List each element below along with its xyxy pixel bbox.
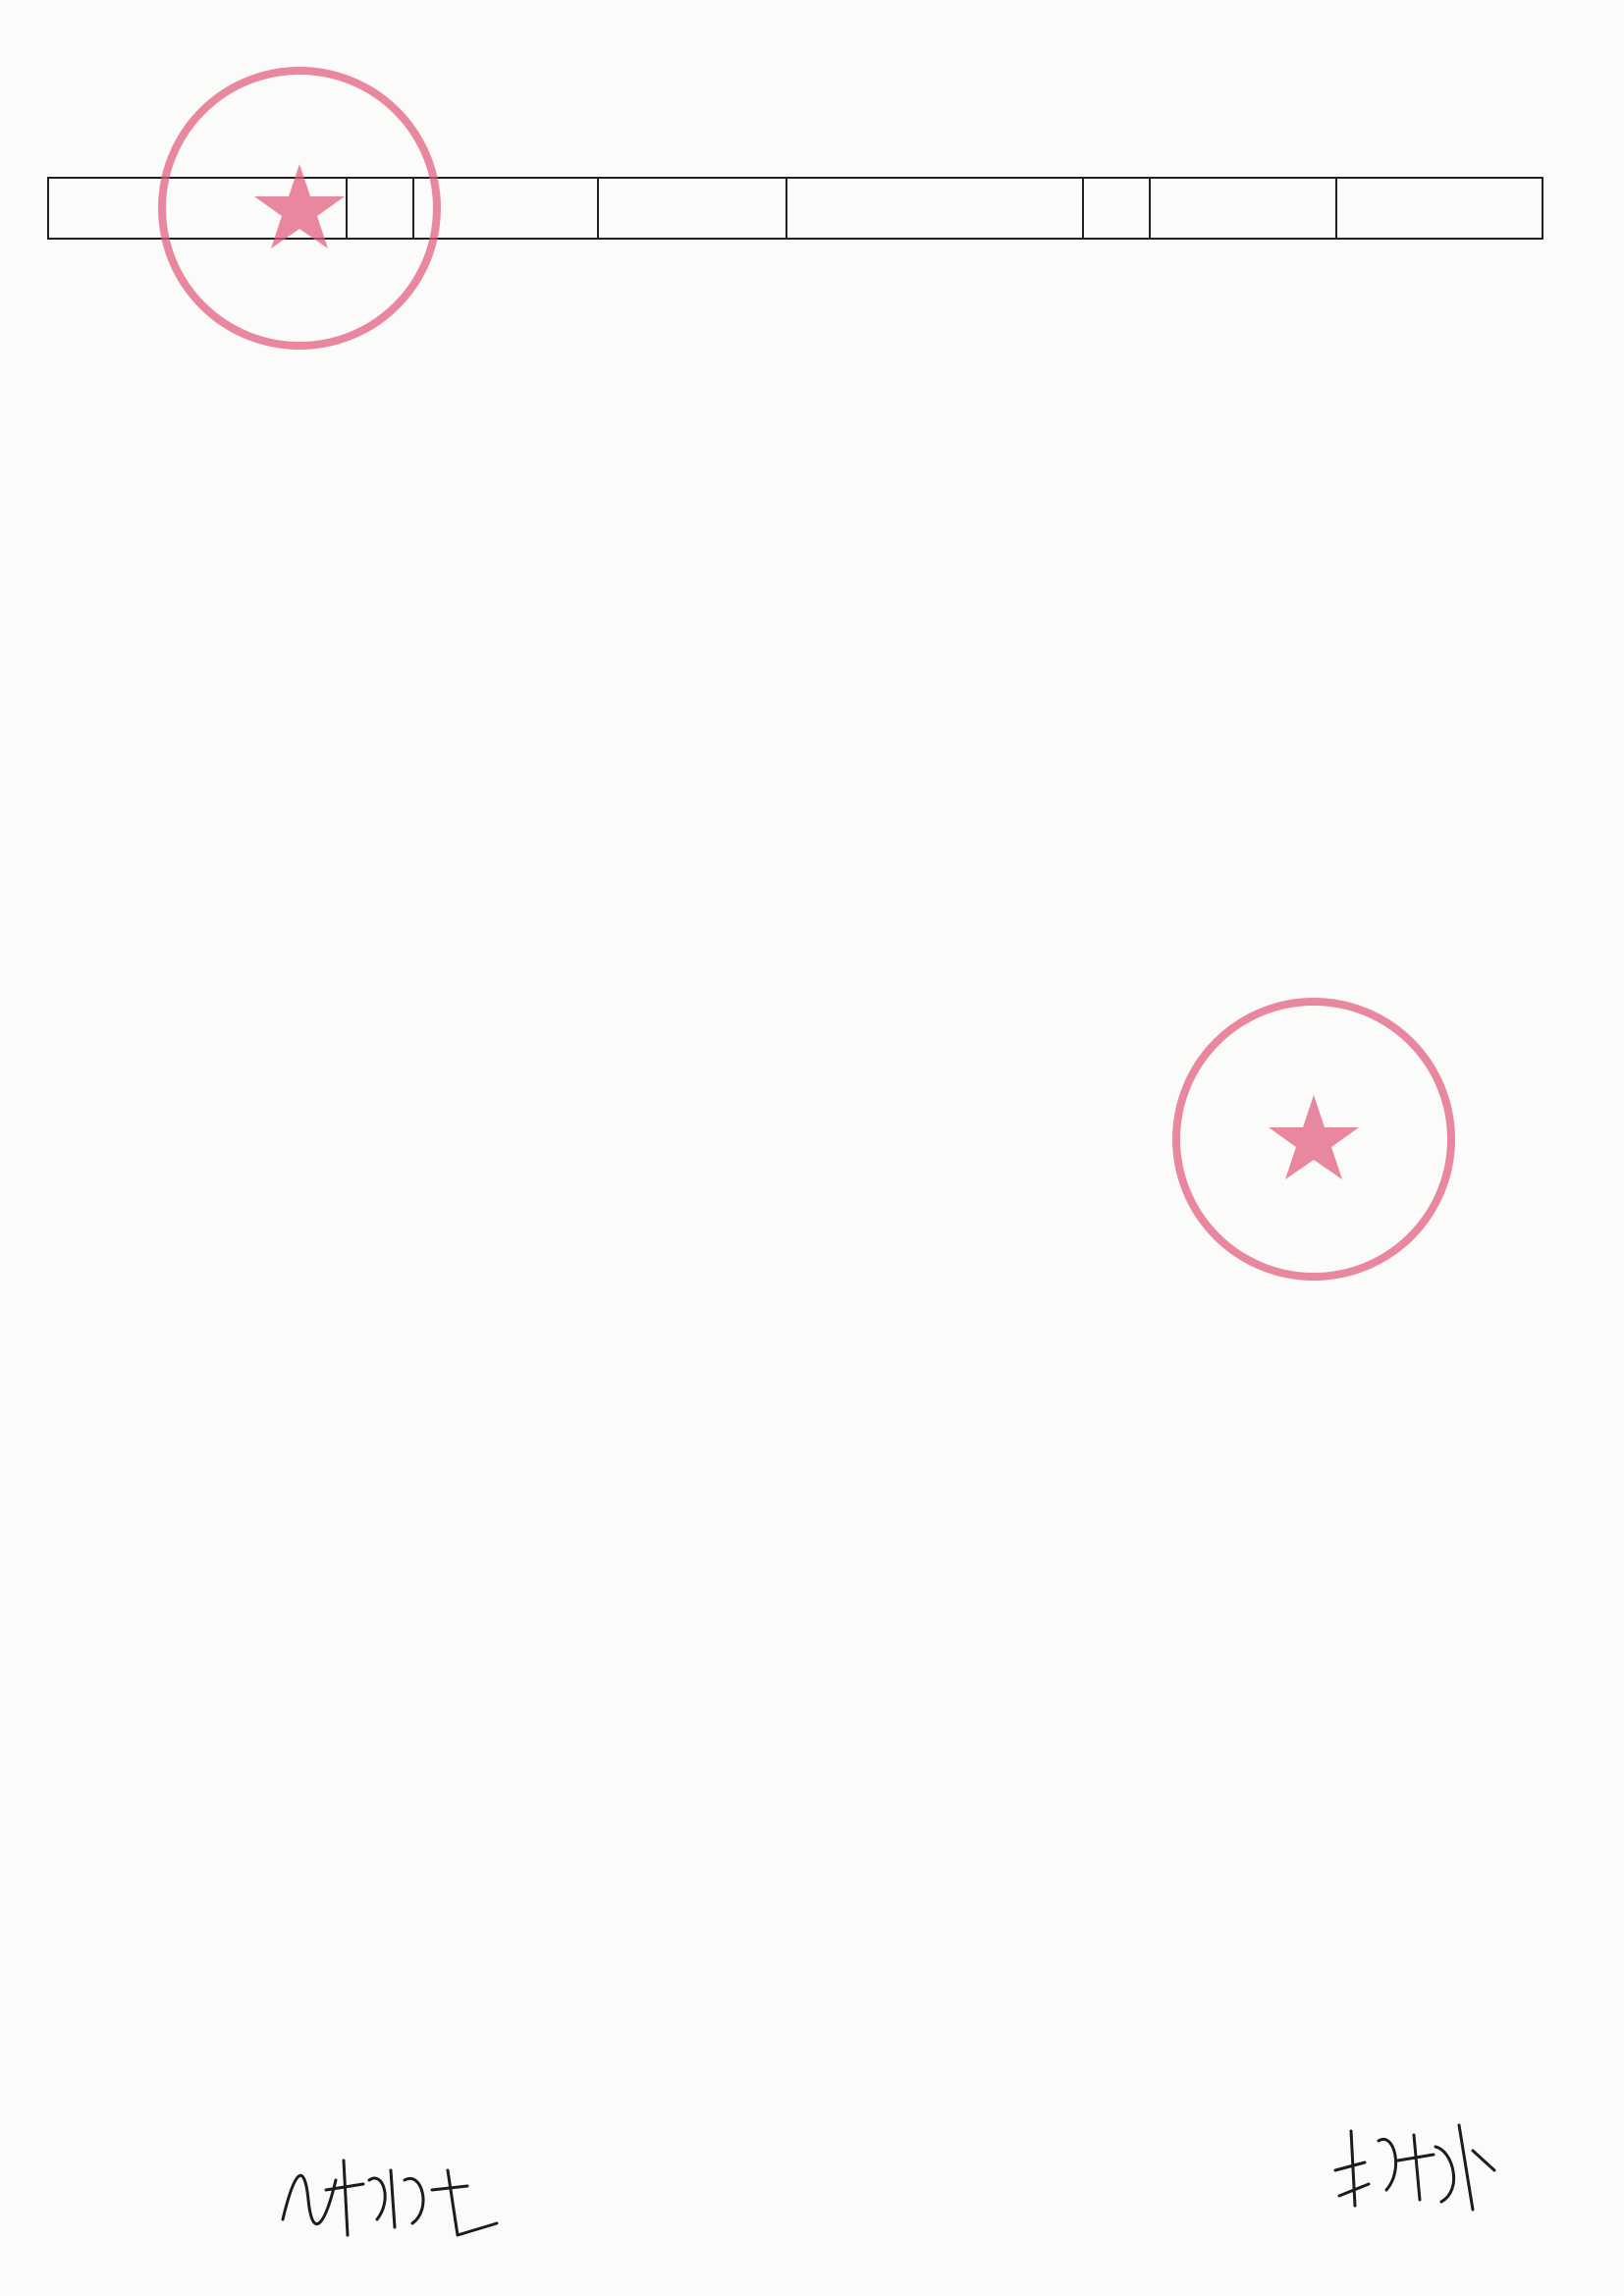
- table-header-row: [48, 178, 1543, 239]
- supervision-committee-seal: [1166, 992, 1461, 1286]
- col-header-current: [413, 178, 598, 239]
- preparer-signature: [1326, 2111, 1502, 2219]
- col-header-current: [1150, 178, 1336, 239]
- col-header-seq: [1083, 178, 1150, 239]
- income-detail-table: [47, 177, 1543, 240]
- unit-head-signature: [275, 2141, 511, 2249]
- col-header-ytd: [1336, 178, 1543, 239]
- col-header-item: [786, 178, 1083, 239]
- col-header-item: [48, 178, 347, 239]
- col-header-seq: [347, 178, 413, 239]
- col-header-ytd: [598, 178, 786, 239]
